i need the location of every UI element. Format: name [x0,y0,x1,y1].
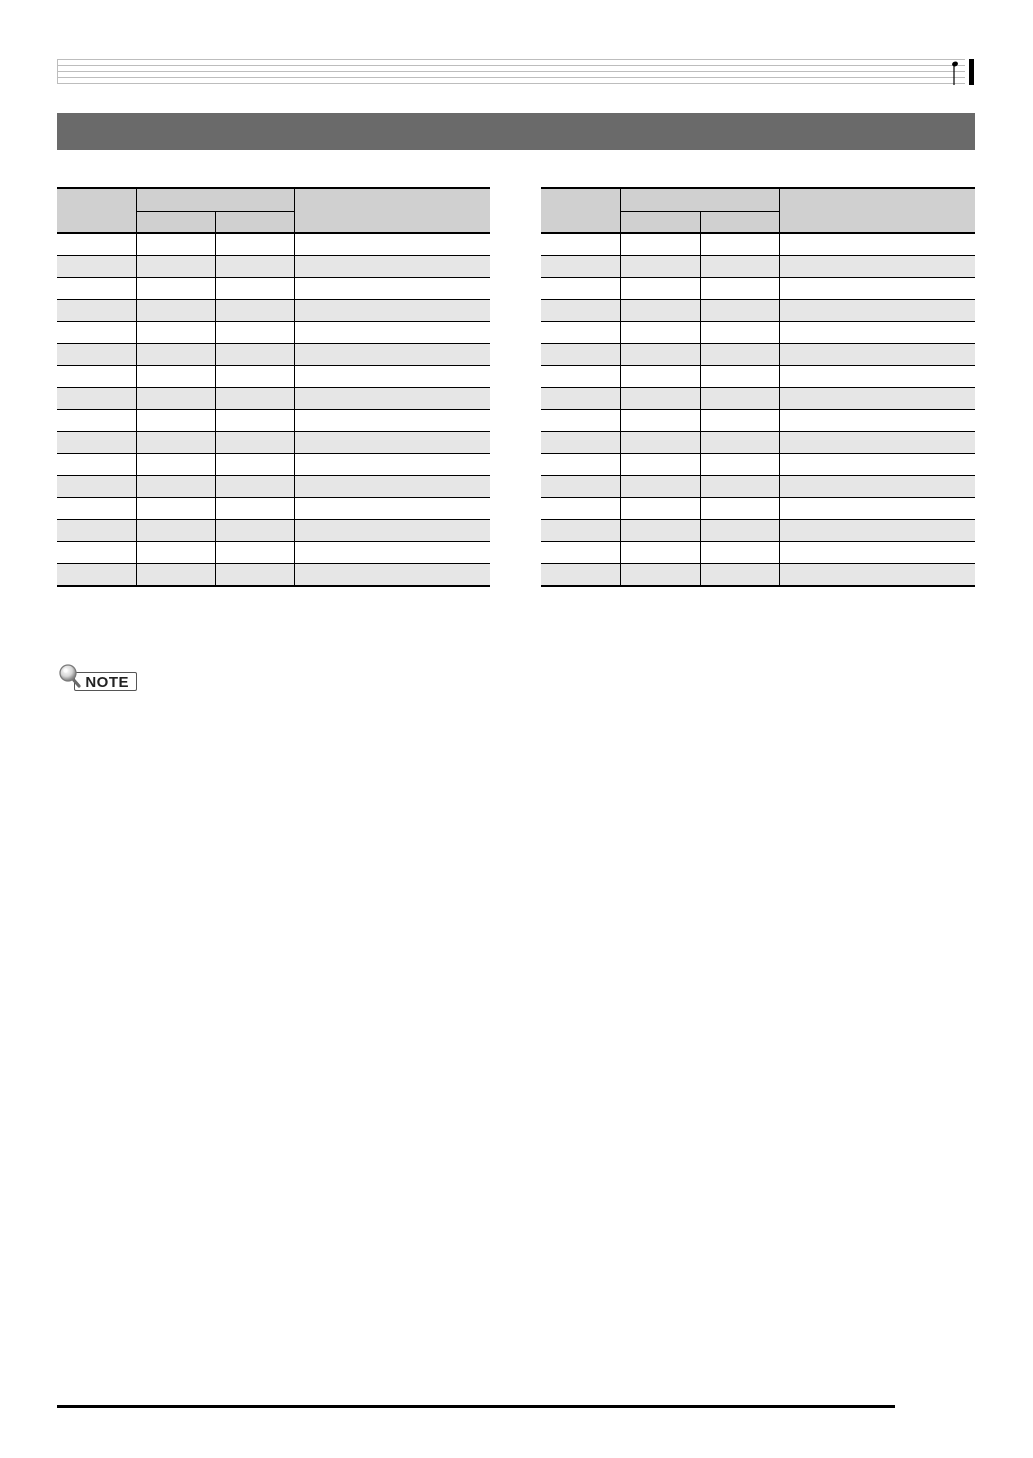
table-row [541,520,975,542]
footer-rule [57,1405,895,1408]
column-subheader-a [620,212,700,234]
table-row [57,366,490,388]
table-row [57,454,490,476]
column-subheader-a [136,212,215,234]
table-row [57,542,490,564]
table-row [57,322,490,344]
note-badge [58,663,142,693]
note-label: NOTE [74,672,137,691]
column-header-number [57,188,136,233]
table-row [541,498,975,520]
staff-header [57,58,975,86]
table-row [541,344,975,366]
table-row [541,256,975,278]
column-subheader-b [700,212,779,234]
table-row [541,410,975,432]
table-row [541,388,975,410]
column-header-group [136,188,294,212]
table-row [541,278,975,300]
table-row [57,388,490,410]
column-header-group [620,188,779,212]
column-header-name [779,188,975,233]
data-table-right [541,187,975,587]
data-table-left [57,187,490,587]
table-row [57,520,490,542]
table-row [57,564,490,587]
column-header-name [294,188,490,233]
column-subheader-b [215,212,294,234]
table-row [541,476,975,498]
table-row [541,233,975,256]
magnifier-icon [58,663,82,689]
table-row [57,233,490,256]
table-row [541,542,975,564]
table-row [57,476,490,498]
table-row [57,256,490,278]
table-row [541,454,975,476]
table-row [57,300,490,322]
column-header-number [541,188,620,233]
table-row [541,300,975,322]
section-heading-bar [57,113,975,150]
table-row [57,432,490,454]
table-row [57,498,490,520]
table-row [57,278,490,300]
table-row [541,322,975,344]
table-row [541,432,975,454]
table-row [541,366,975,388]
table-row [57,410,490,432]
table-row [541,564,975,587]
music-staff-icon [57,58,975,86]
table-row [57,344,490,366]
